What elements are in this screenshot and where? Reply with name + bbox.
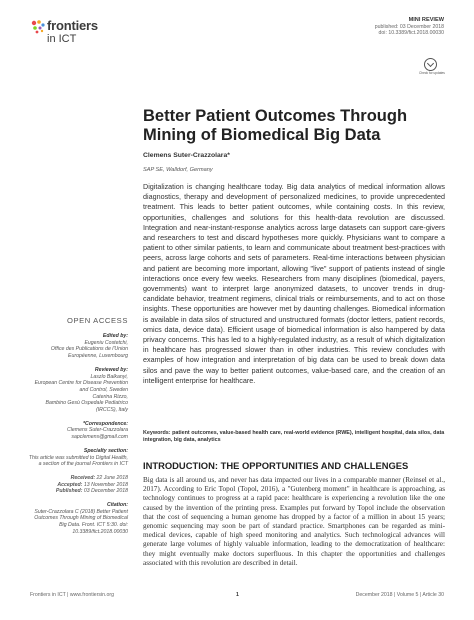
correspondence-label: *Correspondence: — [83, 420, 128, 427]
citation-label: Citation: — [106, 502, 128, 509]
section-heading: INTRODUCTION: THE OPPORTUNITIES AND CHALLENGES — [143, 460, 409, 471]
published-date-sidebar: 03 December 2018 — [83, 488, 128, 495]
page-footer — [30, 592, 444, 602]
specialty-section-block — [28, 448, 128, 468]
keywords-label: Keywords: — [143, 430, 171, 436]
edited-by-label: Edited by: — [102, 333, 128, 339]
published-label: Published: — [55, 488, 83, 495]
reviewer-name: Caterina Rizzo, — [92, 393, 128, 400]
logo-journal: in ICT — [47, 33, 77, 45]
keywords — [143, 430, 445, 444]
author-affiliation: SAP SE, Walldorf, Germany — [143, 167, 213, 173]
specialty-section-text: This article was submitted to Digital Health, a section of the journal Frontiers in ICT — [28, 454, 128, 468]
body-paragraph: Big data is all around us, and never has data impacted our lives in a comparable manner (Reinsel et al., 2017). According to Eric Topol (Topol, 2016), a "Gutenberg moment" in healthcare is approaching, as technology continues to progress at a rapid pace: healthcare is experiencing a revolution like the one caused by the invention of the printing press. Examples put forward by Topol include the observation that the cost of sequencing a human genome has dropped by a factor of a million in about 15 years; genomic sequencing may soon be part of standard practice. Smartphones can be regarded as mini-medical devices, capable of high speed monitoring and analytics. Such technological advances will generate large volumes of highly valuable information, leading to the democratization of healthcare: they might eventually make doctors superfluous. In this chapter the opportunities and challenges associated with this revolution are described in detail. — [143, 476, 445, 567]
correspondence-email[interactable]: sapclemens@gmail.com — [71, 434, 128, 441]
reviewed-by-label: Reviewed by: — [94, 366, 128, 373]
published-row — [28, 488, 128, 495]
received-label: Received: — [70, 474, 96, 481]
editor-name: Eugeniu Costetchi, — [84, 339, 128, 346]
journal-logo — [30, 17, 120, 47]
article-type: MINI REVIEW — [408, 17, 444, 23]
footer-issue-info: December 2018 | Volume 5 | Article 30 — [355, 592, 444, 598]
published-date: published: 03 December 2018 — [374, 23, 444, 30]
reviewer-affiliation: European Centre for Disease Prevention and Control, Sweden — [34, 380, 128, 393]
open-access-label: OPEN ACCESS — [66, 316, 128, 325]
reviewed-by-block — [28, 367, 128, 414]
author-name[interactable]: Clemens Suter-Crazzolara* — [143, 152, 230, 159]
doi-link[interactable]: doi: 10.3389/fict.2018.00030 — [378, 30, 444, 37]
received-date: 22 June 2018 — [96, 474, 128, 481]
edited-by-block — [28, 333, 128, 360]
keywords-list: patient outcomes, value-based health care, real-world evidence (RWE), intelligent hospital, data silos, data integration, big data, analytics — [143, 430, 445, 444]
accepted-label: Accepted: — [57, 481, 83, 488]
correspondence-block — [28, 421, 128, 441]
received-row — [28, 475, 128, 482]
citation-block — [28, 502, 128, 536]
reviewer-name: Laszlo Balkanyi, — [90, 373, 128, 380]
frontiers-logo-icon — [30, 19, 46, 35]
abstract: Digitalization is changing healthcare today. Big data analytics of medical information allows diagnostics, therapy and development of personalized medicines, to provide unprecedented treatment. This leads to better patient outcomes, while containing costs. In this review, opportunities, challenges and solutions for this health-data revolution are discussed. Integration and near-instant-response analytics across large datasets can support care-givers and researchers to test and discard hypotheses more quickly. Physicians want to compare a patient to other similar patients, to learn and communicate about treatment best-practices with peers, across large cohorts and sets of parameters. Real-time interactions between physician and patient are becoming more important, allowing "live" support of patients instead of single interactions once every few weeks. Researchers from many disciplines (biomedical, payers, governments) want to interpret large anonymized datasets, to uncover trends in drug-candidate behavior, treatment regimens, clinical trials or reimbursements, and to act on those insights. These opportunities are however met by daunting challenges. Biomedical information is available in data silos of structured and unstructured formats (doctor letters, patient records, omics data, device data). Efficient usage of biomedical information is also hampered by data privacy concerns. This has led to a highly-regulated industry, as a result of which digitalization in healthcare has progressed slower than in other industries. This review concludes with examples of how integration and interpretation of big data can be used to break down data silos and pave the way to better patient outcomes, value-based care, and the creation of an intelligent enterprise for healthcare. — [143, 182, 445, 385]
editor-affiliation: Office des Publications de l'Union Européenne, Luxembourg — [50, 346, 128, 360]
article-meta — [375, 17, 444, 37]
article-sidebar — [28, 333, 128, 543]
check-for-updates-button[interactable] — [419, 58, 445, 78]
citation-text: Suter-Crazzolara C (2018) Better Patient Outcomes Through Mining of Biomedical Big Data. Front. ICT 5:30. doi: 10.3389/fict.2018.00030 — [34, 508, 128, 535]
history-block — [28, 475, 128, 495]
check-updates-icon — [424, 58, 437, 71]
page-number: 1 — [236, 592, 239, 598]
specialty-section-label: Specialty section: — [83, 447, 128, 454]
article-title: Better Patient Outcomes Through Mining of Biomedical Big Data — [143, 107, 408, 144]
reviewer-affiliation: Bambino Gesù Ospedale Pediatrico (IRCCS), Italy — [45, 400, 128, 414]
check-updates-label: Check for updates — [419, 71, 445, 75]
footer-journal-link[interactable]: Frontiers in ICT | www.frontiersin.org — [30, 592, 114, 598]
logo-name: frontiers — [47, 18, 98, 33]
correspondence-name: Clemens Suter-Crazzolara — [66, 427, 128, 434]
accepted-date: 13 November 2018 — [83, 481, 128, 488]
accepted-row — [28, 482, 128, 489]
